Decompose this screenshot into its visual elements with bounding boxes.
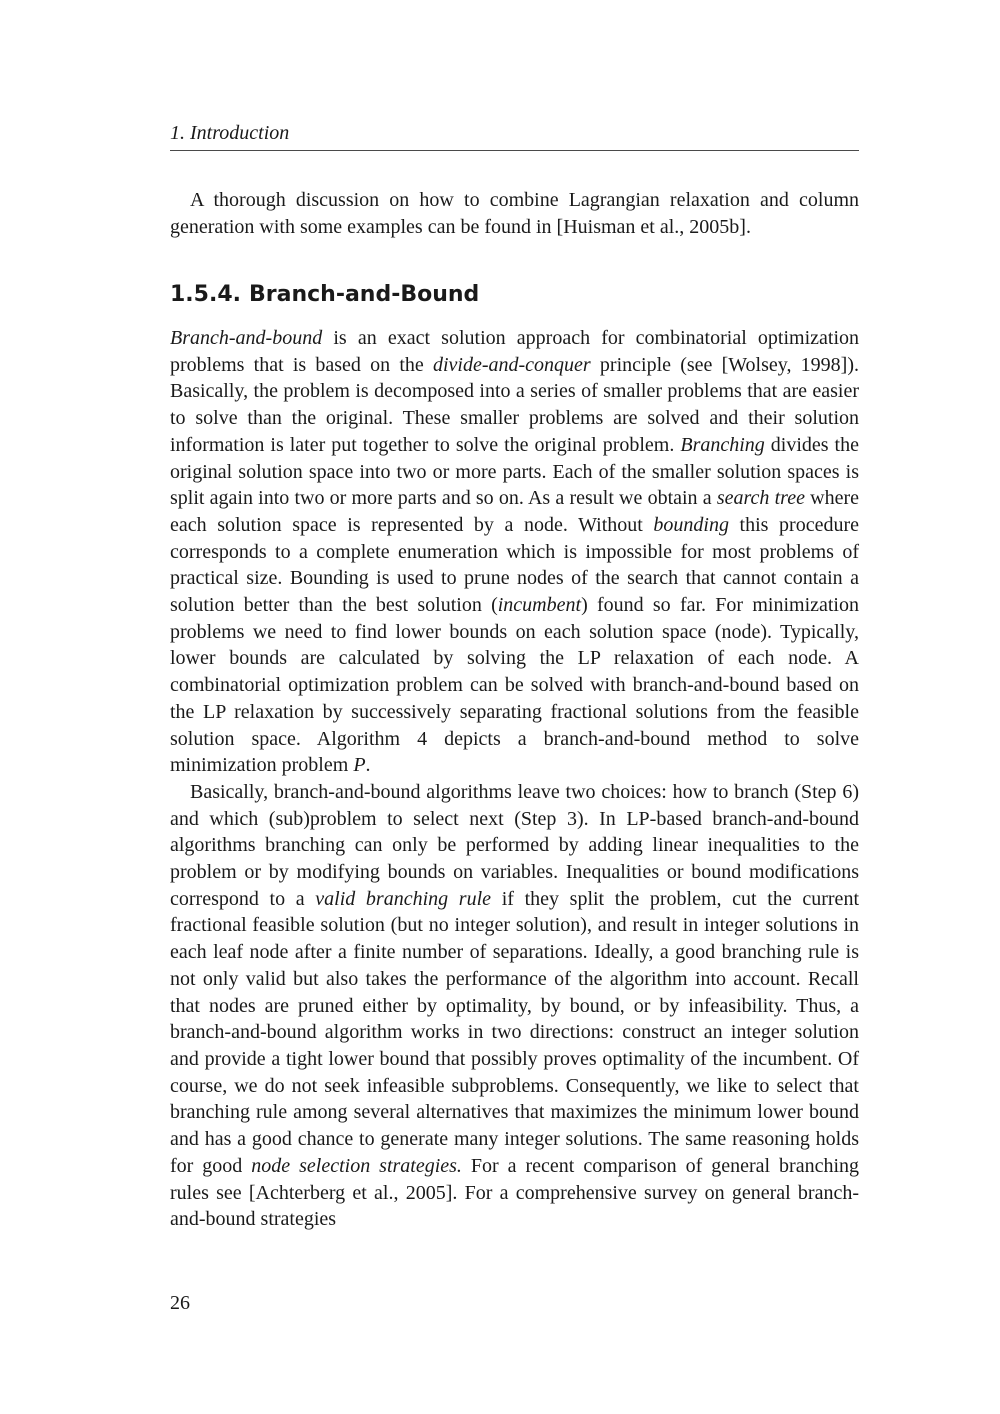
text-run: ) found so far. For minimization problems we need to find lower bounds on each solution space (node). Typically, lower bounds are calculated by solving the LP relaxation of each node. A combinatorial optimization problem can be solved with branch-and-bound based on the LP relaxation by successively separating fractional solutions from the feasible solution space. Algorithm 4 depicts a branch-and-bound method to solve minimization problem xyxy=(170,594,859,777)
text-run: principle (see [Wolsey, 1998]). Basically, the problem is decomposed into a series of smaller problems that are easier to solve than the original. These smaller problems are solved and their solution information is later put together to solve the original problem. xyxy=(170,353,859,456)
paragraph-branch-and-bound-intro xyxy=(170,325,859,779)
term-node-selection-strategies: node selection strategies. xyxy=(251,1154,462,1177)
running-header-title: 1. Introduction xyxy=(170,122,290,144)
text-run: is an exact solution approach for combinatorial optimization problems that is based on the xyxy=(170,327,859,376)
intro-paragraph: A thorough discussion on how to combine Lagrangian relaxation and column generation with some examples can be found in [Huisman et al., 2005b]. xyxy=(170,189,859,238)
text-run: where each solution space is represented by a node. Without xyxy=(170,487,859,536)
term-bounding: bounding xyxy=(653,513,729,536)
text-run: divides the original solution space into two or more parts. Each of the smaller solution spaces is split again into two or more parts and so on. As a result we obtain a xyxy=(170,433,859,510)
running-header xyxy=(170,120,859,151)
term-divide-and-conquer: divide-and-conquer xyxy=(432,353,591,376)
intro-paragraph-block xyxy=(170,187,859,240)
term-branch-and-bound: Branch-and-bound xyxy=(170,327,323,349)
text-run: this procedure corresponds to a complete enumeration which is impossible for most problems of practical size. Bounding is used to prune nodes of the search that cannot contain a solution better than the best solution ( xyxy=(170,513,859,617)
term-incumbent: incumbent xyxy=(497,594,582,617)
term-valid-branching-rule: valid branching rule xyxy=(315,887,492,910)
text-run: . xyxy=(365,754,371,777)
section-heading xyxy=(170,280,479,310)
text-run: Basically, branch-and-bound algorithms leave two choices: how to branch (Step 6) and which (sub)problem to select next (Step 3). In LP-based branch-and-bound algorithms branching can only be performed by adding linear inequalities to the problem or by modifying bounds on variables. Inequalities or bound modifications correspond to a xyxy=(170,780,859,910)
term-branching: Branching xyxy=(680,433,765,456)
section-body xyxy=(170,325,859,1233)
math-variable-p: P xyxy=(353,754,366,777)
section-number: 1.5.4. xyxy=(170,282,241,307)
text-run: if they split the problem, cut the current fractional feasible solution (but no integer solution), and result in integer solutions in each leaf node after a finite number of separations. Ideally, a good branching rule is not only valid but also takes the performance of the algorithm into account. Recall that nodes are pruned either by optimality, by bound, or by infeasibility. Thus, a branch-and-bound algorithm works in two directions: construct an integer solution and provide a tight lower bound that possibly proves optimality of the incumbent. Of course, we do not seek infeasible subproblems. Consequently, we like to select that branching rule among several alternatives that maximizes the minimum lower bound and has a good chance to generate many integer solutions. The same reasoning holds for good xyxy=(170,887,859,1177)
section-title: Branch-and-Bound xyxy=(249,282,480,307)
term-search-tree: search tree xyxy=(716,487,805,510)
page-number: 26 xyxy=(170,1292,190,1314)
text-run: For a recent comparison of general branching rules see [Achterberg et al., 2005]. For a comprehensive survey on general branch-and-bound strategies xyxy=(170,1154,860,1231)
paragraph-branching-choices xyxy=(170,779,859,1233)
